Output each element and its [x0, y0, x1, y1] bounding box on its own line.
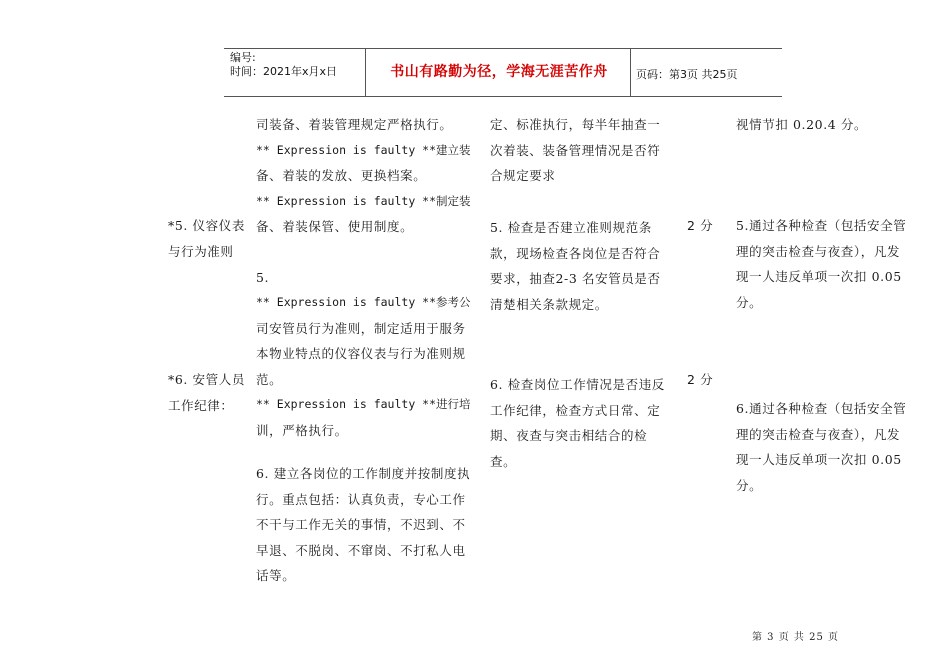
header-motto: 书山有路勤为径，学海无涯苦作舟: [390, 64, 608, 80]
requirement-line: ** Expression is faulty **建立装: [256, 142, 471, 157]
points-item-5: 2 分: [687, 218, 714, 233]
requirement-item-number: 5.: [256, 269, 270, 285]
requirement-line: 范。: [256, 371, 283, 387]
number-label: 编号:: [230, 51, 256, 64]
item-5-title: *5. 仪容仪表 与行为准则: [168, 218, 245, 259]
inspection-top: 定、标准执行，每半年抽查一 次着装、装备管理情况是否符 合规定要求: [490, 117, 661, 183]
requirement-line: ** Expression is faulty **进行培: [256, 397, 471, 411]
requirement-line: ** Expression is faulty **制定装: [256, 193, 471, 208]
time-label: 时间：2021年x月x日: [230, 65, 338, 78]
requirement-line: 本物业特点的仪容仪表与行为准则规: [256, 346, 466, 361]
header-meta: [230, 51, 337, 79]
requirement-line: 司装备、着装管理规定严格执行。: [256, 117, 453, 132]
page-footer: 第 3 页 共 25 页: [752, 632, 839, 643]
item-6-title: *6. 安管人员 工作纪律：: [168, 372, 245, 413]
inspection-item-5: 5. 检查是否建立准则规范条 款，现场检查各岗位是否符合 要求，抽查2-3 名安管员是否 清楚相关条款规定。: [490, 220, 661, 312]
header-divider: [630, 49, 631, 96]
requirement-line: 司安管员行为准则，制定适用于服务: [256, 320, 466, 336]
document-header: [224, 48, 782, 97]
requirement-line: ** Expression is faulty **参考公: [256, 295, 471, 309]
header-divider: [365, 49, 366, 96]
requirement-line: 行。重点包括：认真负责，专心工作: [256, 491, 466, 507]
deduction-top: 视情节扣 0.20.4 分。: [736, 117, 868, 132]
deduction-item-5: 5.通过各种检查（包括安全管 理的突击检查与夜查），凡发 现一人违反单项一次扣 0.05 分。: [736, 218, 907, 310]
requirement-line: 备、着装的发放、更换档案。: [256, 168, 427, 183]
requirement-line: 不干与工作无关的事情，不迟到、不: [256, 517, 466, 532]
points-item-6: 2 分: [687, 372, 714, 387]
header-page-number: 页码：第3页 共25页: [636, 68, 738, 81]
requirement-line: 备、着装保管、使用制度。: [256, 219, 414, 234]
requirement-line: 话等。: [256, 568, 296, 583]
inspection-item-6: 6. 检查岗位工作情况是否违反 工作纪律，检查方式日常、定 期、夜查与突击相结合的检 查。: [490, 377, 665, 469]
requirement-line: 6. 建立各岗位的工作制度并按制度执: [256, 466, 471, 481]
requirement-line: 早退、不脱岗、不窜岗、不打私人电: [256, 542, 466, 558]
requirements-column: [256, 112, 486, 589]
deduction-item-6: 6.通过各种检查（包括安全管 理的突击检查与夜查），凡发 现一人违反单项一次扣 0.05 分。: [736, 401, 907, 493]
requirement-line: 训，严格执行。: [256, 422, 348, 438]
